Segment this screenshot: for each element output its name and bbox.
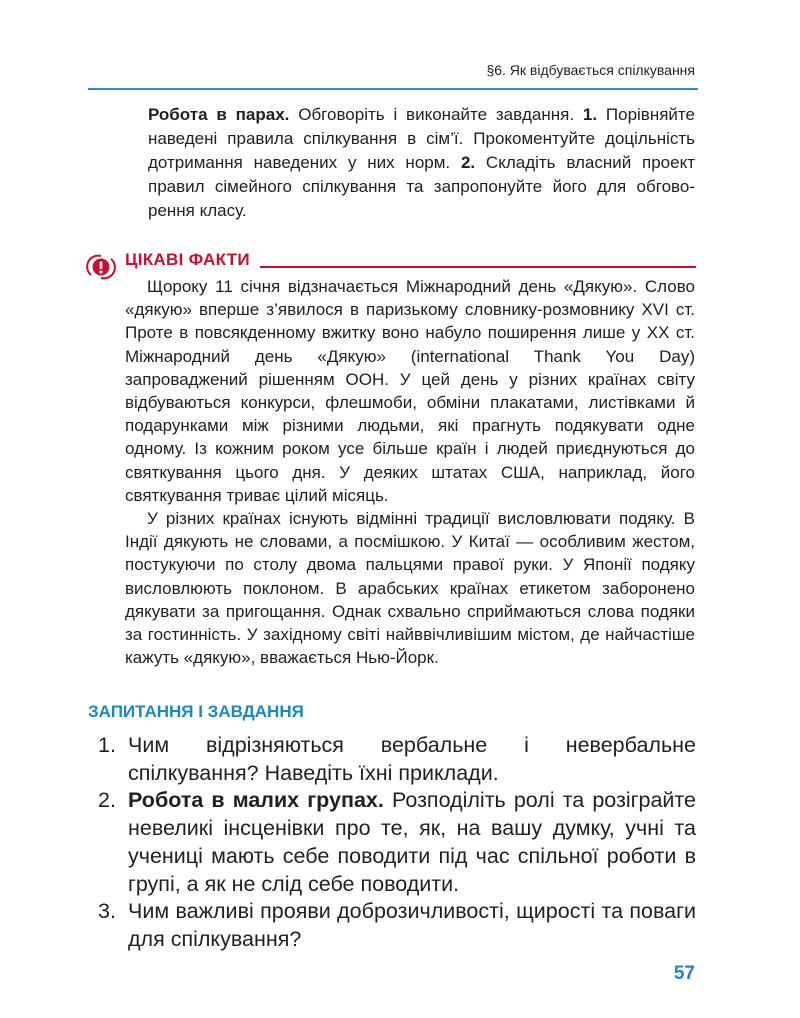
question-item <box>88 898 696 953</box>
pair-work-task <box>148 103 695 223</box>
facts-title-rule <box>260 266 696 268</box>
question-number: 1. <box>98 733 116 757</box>
questions-list <box>88 732 696 954</box>
question-bold: Робота в малих групах. <box>128 788 384 813</box>
question-item <box>88 732 696 787</box>
exclamation-icon <box>86 252 116 282</box>
header-divider <box>88 88 698 90</box>
facts-body <box>125 275 695 669</box>
pair-work-task1-text: Порівняйте наведені правила спілкування в сім’ї. Прокоментуйте доцільність дотримання наведених у них норм. <box>148 105 695 172</box>
facts-paragraph: Щороку 11 січня відзначається Міжнародний день «Дякую». Слово «дякую» вперше з’явилося в паризькому словнику-розмовнику XVI ст. Проте в повсякденному вжитку воно набуло поширення лише у ХХ ст. Міжнародний день «Дякую» (international Thank You Day) запроваджений рішенням ООН. У цей день у різних країнах світу відбуваються конкурси, флешмоби, обміни плакатами, листівками й подарунками між різними людьми, які прагнуть подякувати одне одному. Із кожним роком усе більше країн і людей приєднуються до святкування цього дня. У деяких штатах США, наприклад, його святкування триває цілий місяць. <box>125 277 695 505</box>
pair-work-task2-text: Складіть власний проект правил сімейного спілкування та запропонуйте його для обговорення класу. <box>148 153 695 220</box>
pair-work-intro: Обговоріть і виконайте завдання. <box>289 105 583 124</box>
question-number: 3. <box>98 899 116 924</box>
question-text: Розподіліть ролі та розіграйте невеликі інсценівки про те, як, на вашу думку, учні та учениці мають себе поводити під час спільної роботи в групі, а як не слід себе поводити. <box>128 788 696 896</box>
facts-paragraph: У різних країнах існують відмінні традиції висловлювати подяку. В Індії дякують не словами, а посмішкою. У Китаї — особливим жестом, постукуючи по столу двома пальцями правої руки. У Японії подяку висловлюють поклоном. В арабських країнах етикетом заборонено дякувати за пригощання. Однак схвально сприймаються слова подяки за гостинність. У західному світі найввічливішим містом, де найчастіше кажуть «дякую», вважається Нью-Йорк. <box>125 509 695 668</box>
pair-work-task1-number: 1. <box>582 105 598 124</box>
questions-title: ЗАПИТАННЯ І ЗАВДАННЯ <box>88 702 304 721</box>
pair-work-task2-number: 2. <box>460 153 476 172</box>
question-item <box>88 787 696 898</box>
page-number: 57 <box>673 963 695 984</box>
question-number: 2. <box>98 788 116 813</box>
facts-title: ЦІКАВІ ФАКТИ <box>125 250 250 269</box>
question-text: Чим відрізняються вербальне і невербальне спілкування? Наведіть їхні приклади. <box>128 733 696 785</box>
pair-work-label: Робота в парах. <box>148 105 290 124</box>
question-text: Чим важливі прояви доброзичливості, щирості та поваги для спілкування? <box>128 899 696 951</box>
running-head: §6. Як відбувається спілкування <box>486 62 695 78</box>
